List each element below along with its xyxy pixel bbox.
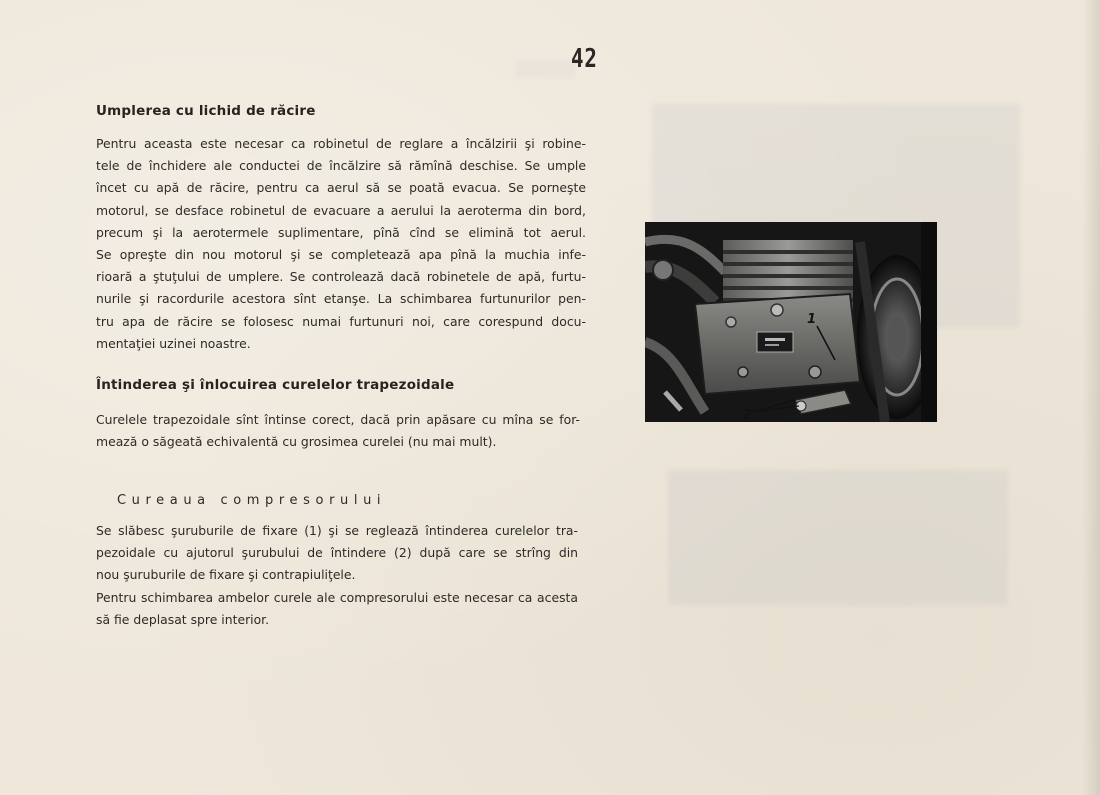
show-through-block-bottom <box>668 470 1008 605</box>
paragraph-cureaua <box>96 520 578 631</box>
text-line: Se opreşte din nou motorul şi se completează apa pînă la muchia infe- <box>96 247 586 263</box>
text-line: motorul, se desface robinetul de evacuare a aerului la aeroterma din bord, <box>96 202 586 218</box>
page-number: 42 <box>571 44 598 74</box>
text-line: tele de închidere ale conductei de încălzire să rămînă deschise. Se umple <box>96 158 586 174</box>
text-line: încet cu apă de răcire, pentru ca aerul să se poată evacua. Se porneşte <box>96 180 586 196</box>
callout-label-2: 2 <box>743 408 753 422</box>
text-line: Curelele trapezoidale sînt întinse corect, dacă prin apăsare cu mîna se for- <box>96 412 580 427</box>
page-edge-shadow <box>1082 0 1100 795</box>
text-line: rioară a ştuţului de umplere. Se controlează dacă robinetele de apă, furtu- <box>96 269 586 285</box>
text-line: precum şi la aerotermele suplimentare, pînă cînd se elimină tot aerul. <box>96 224 586 240</box>
paragraph-intinderea <box>96 409 580 453</box>
callout-label-1: 1 <box>807 312 817 327</box>
compressor-photo-drawing <box>645 222 937 422</box>
text-line: Pentru aceasta este necesar ca robinetul de reglare a încălzirii şi robine- <box>96 136 586 151</box>
text-line: mentaţiei uzinei noastre. <box>96 335 251 351</box>
text-line: să fie deplasat spre interior. <box>96 611 270 627</box>
text-line: nou şuruburile de fixare şi contrapiuliţele. <box>96 567 356 583</box>
compressor-photo <box>645 222 937 422</box>
text-line: mează o săgeată echivalentă cu grosimea curelei (nu mai mult). <box>96 434 497 450</box>
text-line: pezoidale cu ajutorul şurubului de întindere (2) după care se strîng din <box>96 545 578 561</box>
show-through-block-top-left <box>515 60 575 78</box>
text-line: Se slăbesc şuruburile de fixare (1) şi se reglează întinderea curelelor tra- <box>96 523 578 538</box>
text-line: nurile şi racordurile acestora sînt etanşe. La schimbarea furtunurilor pen- <box>96 291 586 307</box>
heading-intinderea: Întinderea şi înlocuirea curelelor trapezoidale <box>96 377 455 393</box>
text-line: tru apa de răcire se folosesc numai furtunuri noi, care corespund docu- <box>96 313 586 329</box>
paragraph-umplerea <box>96 133 586 355</box>
text-line: Pentru schimbarea ambelor curele ale compresorului este necesar ca acesta <box>96 589 578 605</box>
heading-umplerea: Umplerea cu lichid de răcire <box>96 103 316 119</box>
subheading-cureaua-compresorului: Cureaua compresorului <box>117 493 387 508</box>
